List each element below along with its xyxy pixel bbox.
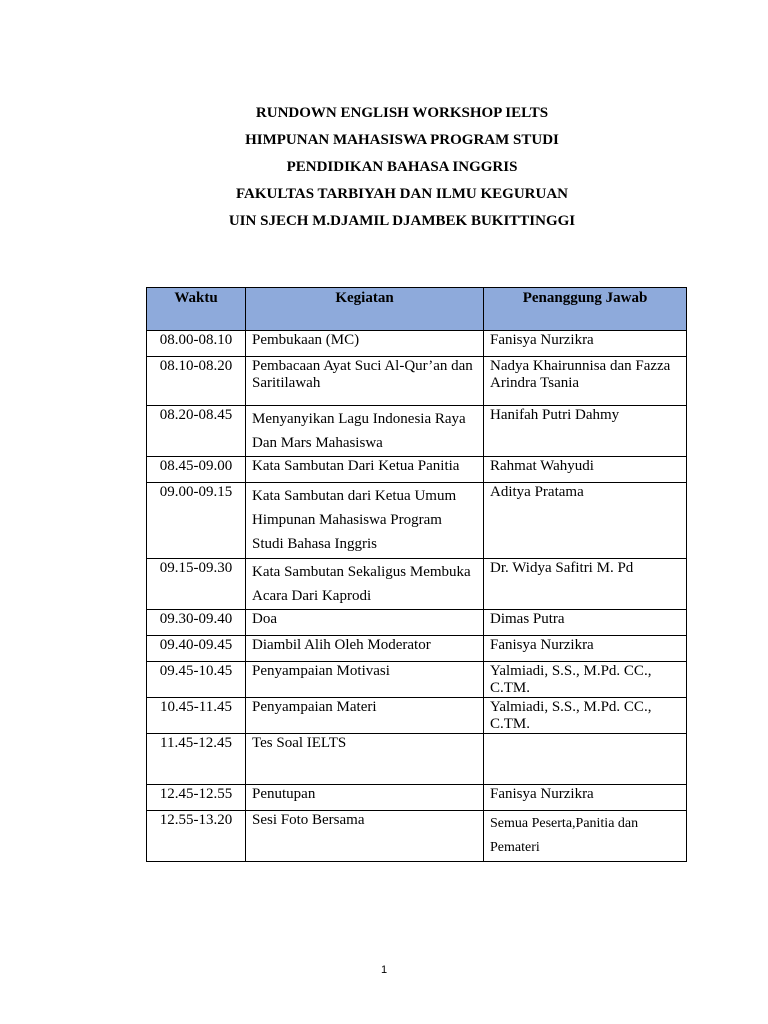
title-line-4: FAKULTAS TARBIYAH DAN ILMU KEGURUAN — [236, 186, 568, 202]
activity-cell: Diambil Alih Oleh Moderator — [246, 636, 484, 662]
page-number: 1 — [380, 964, 388, 976]
title-line-5: UIN SJECH M.DJAMIL DJAMBEK BUKITTINGGI — [228, 213, 576, 229]
time-cell: 09.45-10.45 — [147, 662, 246, 698]
table-row — [147, 331, 687, 357]
pic-cell: Fanisya Nurzikra — [484, 331, 687, 357]
header-kegiatan: Kegiatan — [246, 288, 484, 331]
pic-cell: Aditya Pratama — [484, 483, 687, 559]
document-title — [0, 104, 768, 239]
time-cell: 09.30-09.40 — [147, 610, 246, 636]
activity-cell: Kata Sambutan dari Ketua Umum Himpunan Mahasiswa Program Studi Bahasa Inggris — [246, 483, 484, 559]
activity-cell: Pembukaan (MC) — [246, 331, 484, 357]
table-row — [147, 698, 687, 734]
activity-cell: Penutupan — [246, 785, 484, 811]
pic-cell: Nadya Khairunnisa dan Fazza Arindra Tsania — [484, 357, 687, 406]
activity-cell: Menyanyikan Lagu Indonesia Raya Dan Mars Mahasiswa — [246, 406, 484, 457]
time-cell: 08.45-09.00 — [147, 457, 246, 483]
pic-cell: Dimas Putra — [484, 610, 687, 636]
pic-cell: Hanifah Putri Dahmy — [484, 406, 687, 457]
table-row — [147, 610, 687, 636]
time-cell: 11.45-12.45 — [147, 734, 246, 785]
time-cell: 09.40-09.45 — [147, 636, 246, 662]
pic-cell: Dr. Widya Safitri M. Pd — [484, 559, 687, 610]
activity-cell: Kata Sambutan Sekaligus Membuka Acara Dari Kaprodi — [246, 559, 484, 610]
pic-cell: Rahmat Wahyudi — [484, 457, 687, 483]
activity-cell: Doa — [246, 610, 484, 636]
title-line-1: RUNDOWN ENGLISH WORKSHOP IELTS — [255, 105, 549, 121]
time-cell: 08.20-08.45 — [147, 406, 246, 457]
activity-cell: Pembacaan Ayat Suci Al-Qur’an dan Saritilawah — [246, 357, 484, 406]
activity-cell: Sesi Foto Bersama — [246, 811, 484, 862]
pic-cell: Fanisya Nurzikra — [484, 636, 687, 662]
table-row — [147, 457, 687, 483]
time-cell: 08.00-08.10 — [147, 331, 246, 357]
table-row — [147, 559, 687, 610]
time-cell: 12.55-13.20 — [147, 811, 246, 862]
header-waktu: Waktu — [147, 288, 246, 331]
table-row — [147, 636, 687, 662]
title-line-2: HIMPUNAN MAHASISWA PROGRAM STUDI — [245, 132, 559, 148]
title-line-3: PENDIDIKAN BAHASA INGGRIS — [286, 159, 518, 175]
activity-cell: Penyampaian Materi — [246, 698, 484, 734]
table-row — [147, 811, 687, 862]
header-penanggung-jawab: Penanggung Jawab — [484, 288, 687, 331]
activity-cell: Tes Soal IELTS — [246, 734, 484, 785]
time-cell: 09.00-09.15 — [147, 483, 246, 559]
pic-cell: Semua Peserta,Panitia dan Pemateri — [484, 811, 687, 862]
table-header-row — [147, 288, 687, 331]
table-row — [147, 357, 687, 406]
table-row — [147, 406, 687, 457]
pic-cell — [484, 734, 687, 785]
activity-cell: Kata Sambutan Dari Ketua Panitia — [246, 457, 484, 483]
pic-cell: Fanisya Nurzikra — [484, 785, 687, 811]
pic-cell: Yalmiadi, S.S., M.Pd. CC., C.TM. — [484, 698, 687, 734]
pic-cell: Yalmiadi, S.S., M.Pd. CC., C.TM. — [484, 662, 687, 698]
time-cell: 09.15-09.30 — [147, 559, 246, 610]
activity-cell: Penyampaian Motivasi — [246, 662, 484, 698]
table-row — [147, 785, 687, 811]
time-cell: 08.10-08.20 — [147, 357, 246, 406]
table-row — [147, 734, 687, 785]
table-row — [147, 662, 687, 698]
time-cell: 12.45-12.55 — [147, 785, 246, 811]
time-cell: 10.45-11.45 — [147, 698, 246, 734]
rundown-table — [146, 287, 687, 862]
table-row — [147, 483, 687, 559]
